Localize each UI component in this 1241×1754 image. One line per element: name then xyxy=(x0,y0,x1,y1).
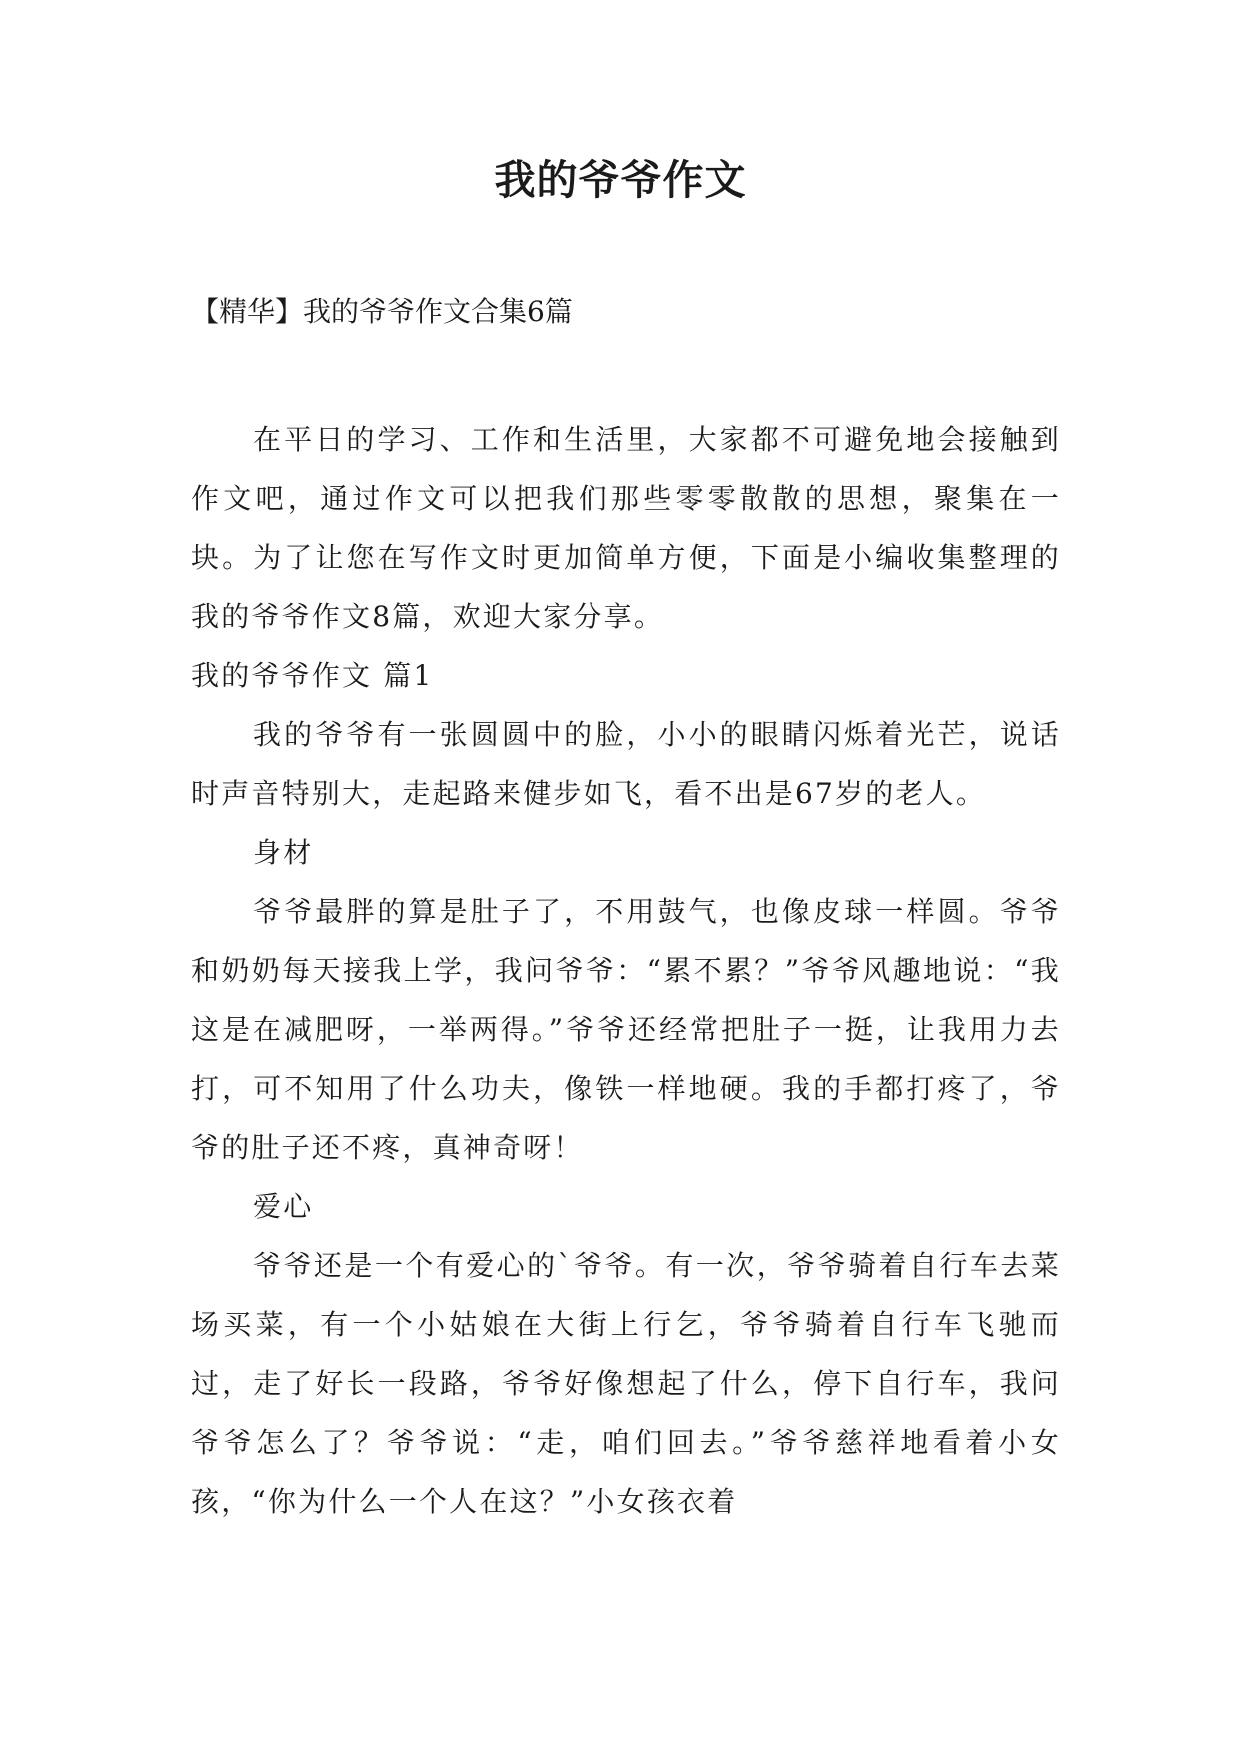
paragraph-belly: 爷爷最胖的算是肚子了，不用鼓气，也像皮球一样圆。爷爷和奶奶每天接我上学，我问爷爷：“累不累？”爷爷风趣地说：“我这是在减肥呀，一举两得。”爷爷还经常把肚子一挺，让我用力去打，可不知用了什么功夫，像铁一样地硬。我的手都打疼了，爷爷的肚子还不疼，真神奇呀！ xyxy=(191,895,1061,1164)
paragraph-kindness: 爷爷还是一个有爱心的`爷爷。有一次，爷爷骑着自行车去菜场买菜，有一个小姑娘在大街上行乞，爷爷骑着自行车飞驰而过，走了好长一段路，爷爷好像想起了什么，停下自行车，我问爷爷怎么了？爷爷说：“走，咱们回去。”爷爷慈祥地看着小女孩，“你为什么一个人在这？”小女孩衣着 xyxy=(191,1249,1061,1518)
paragraph-face: 我的爷爷有一张圆圆中的脸，小小的眼睛闪烁着光芒，说话时声音特别大，走起路来健步如飞，看不出是67岁的老人。 xyxy=(191,718,1061,810)
subheading-love: 爱心 xyxy=(253,1190,314,1223)
section-heading: 我的爷爷作文 篇1 xyxy=(191,659,434,692)
document-subtitle: 【精华】我的爷爷作文合集6篇 xyxy=(191,295,573,328)
intro-paragraph: 在平日的学习、工作和生活里，大家都不可避免地会接触到作文吧，通过作文可以把我们那些零零散散的思想，聚集在一块。为了让您在写作文时更加简单方便，下面是小编收集整理的我的爷爷作文8篇，欢迎大家分享。 xyxy=(191,423,1061,633)
document-body xyxy=(191,410,1061,1531)
document-title: 我的爷爷作文 xyxy=(494,156,747,204)
subheading-figure: 身材 xyxy=(253,836,314,869)
